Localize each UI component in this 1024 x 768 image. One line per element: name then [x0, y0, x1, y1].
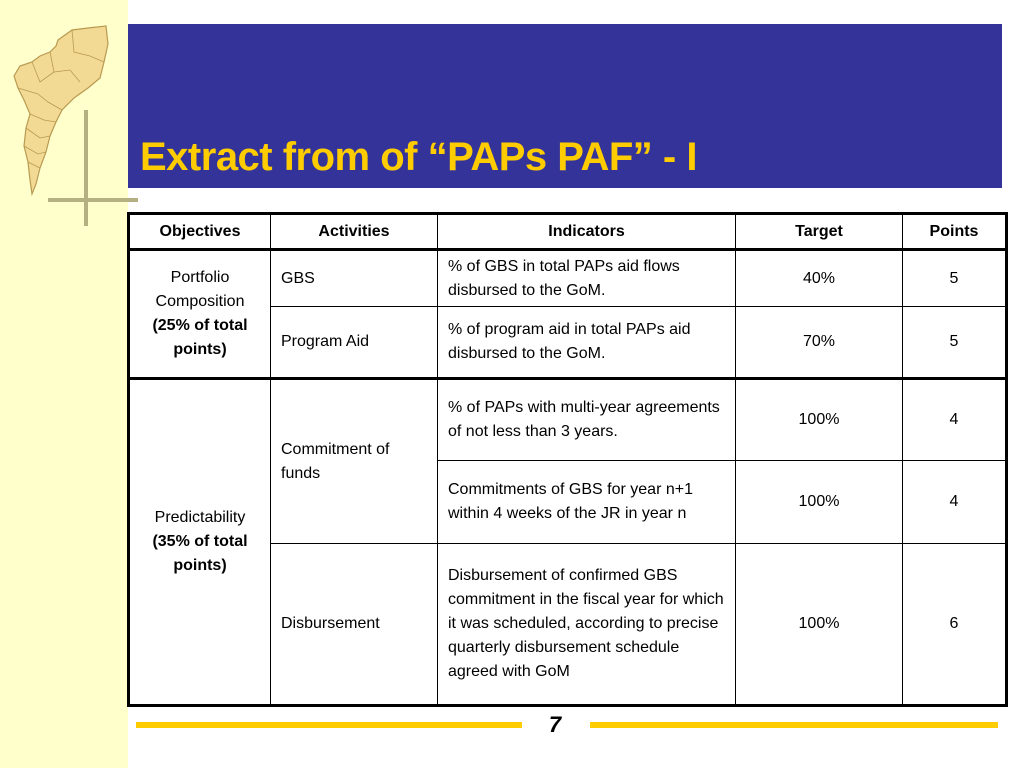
table-header-row: [129, 214, 1007, 250]
indicator-cell: Commitments of GBS for year n+1 within 4 weeks of the JR in year n: [438, 461, 736, 544]
points-cell: 4: [903, 461, 1007, 544]
decor-cross-horizontal: [48, 198, 138, 202]
activity-cell: Commitment of funds: [271, 379, 438, 544]
decor-cross-vertical: [84, 110, 88, 226]
points-cell: 5: [903, 250, 1007, 307]
activity-cell: Program Aid: [271, 307, 438, 379]
header-target: Target: [736, 214, 903, 250]
indicator-cell: % of program aid in total PAPs aid disbursed to the GoM.: [438, 307, 736, 379]
header-points: Points: [903, 214, 1007, 250]
points-cell: 4: [903, 379, 1007, 461]
objective-label: Portfolio: [170, 269, 230, 286]
paf-table: [127, 212, 1008, 707]
header-activities: Activities: [271, 214, 438, 250]
footer-accent-line-right: [590, 722, 998, 728]
objective-label: Composition: [155, 293, 245, 310]
page-number: 7: [548, 712, 562, 737]
objective-label: Predictability: [154, 509, 246, 526]
activity-cell: GBS: [271, 250, 438, 307]
header-indicators: Indicators: [438, 214, 736, 250]
objective-predictability-cell: [129, 379, 271, 706]
objective-portfolio-cell: [129, 250, 271, 379]
target-cell: 100%: [736, 379, 903, 461]
table-row: [129, 379, 1007, 461]
table-row: [129, 250, 1007, 307]
footer-accent-line-left: [136, 722, 522, 728]
header-objectives: Objectives: [129, 214, 271, 250]
slide-title: Extract from of “PAPs PAF” - I: [140, 135, 697, 179]
mozambique-map-icon: [10, 22, 110, 197]
paf-table-container: [127, 212, 1008, 707]
target-cell: 70%: [736, 307, 903, 379]
indicator-cell: % of GBS in total PAPs aid flows disbursed to the GoM.: [438, 250, 736, 307]
points-cell: 5: [903, 307, 1007, 379]
indicator-cell: Disbursement of confirmed GBS commitment in the fiscal year for which it was scheduled, according to precise quarterly disbursement schedule agreed with GoM: [438, 544, 736, 706]
target-cell: 40%: [736, 250, 903, 307]
objective-weight: (35% of total points): [152, 533, 248, 574]
activity-cell: Disbursement: [271, 544, 438, 706]
objective-weight: (25% of total points): [152, 317, 248, 358]
indicator-cell: % of PAPs with multi-year agreements of not less than 3 years.: [438, 379, 736, 461]
target-cell: 100%: [736, 544, 903, 706]
points-cell: 6: [903, 544, 1007, 706]
target-cell: 100%: [736, 461, 903, 544]
